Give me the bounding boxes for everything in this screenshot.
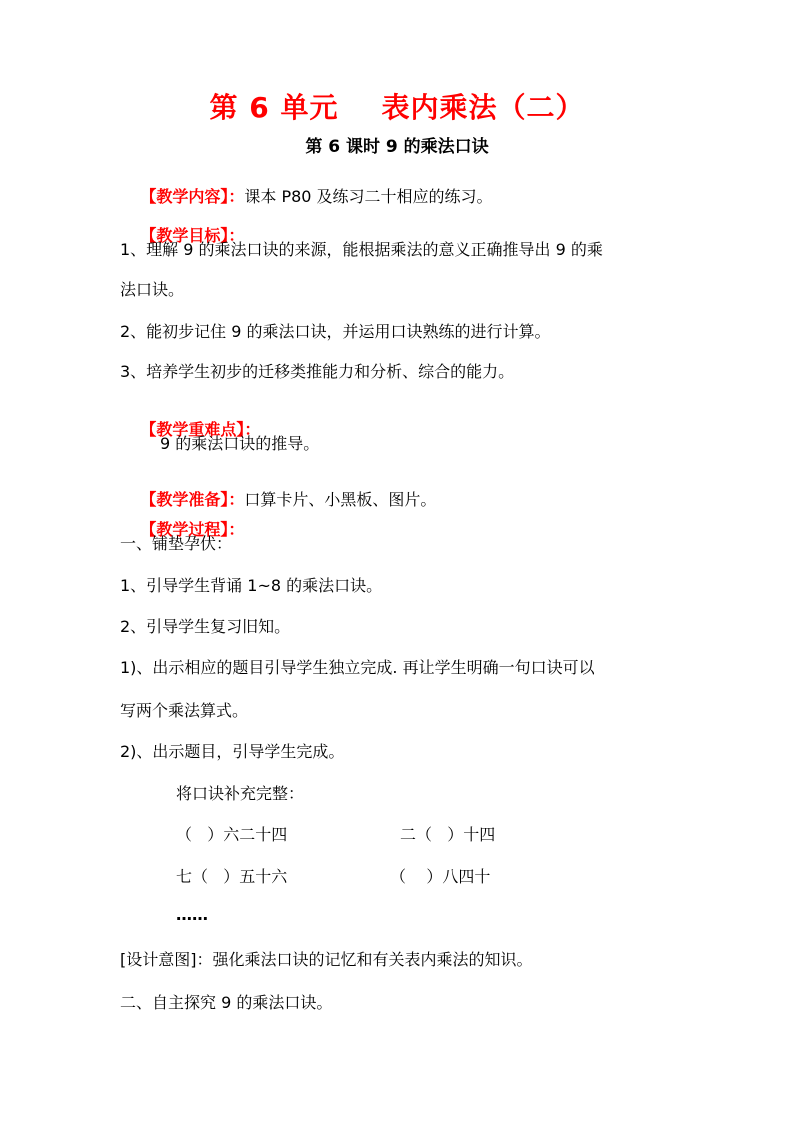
fill-item-4: （ ）八四十 [390,867,491,886]
process-step-1-1: 1、引导学生背诵 1~8 的乘法口诀。 [120,576,383,595]
fill-title: 将口诀补充完整： [176,784,305,803]
content-text: 课本 P80 及练习二十相应的练习。 [244,187,493,206]
prep-text: 口算卡片、小黑板、图片。 [244,490,437,509]
process-step-1-2-a-line1: 1)、出示相应的题目引导学生独立完成. 再让学生明确一句口诀可以 [120,658,595,677]
key-label: 【教学重难点】： [140,420,261,439]
process-step-1-2-b: 2)、出示题目，引导学生完成。 [120,742,345,761]
fill-item-2: 二（ ）十四 [400,825,496,844]
fill-item-1: （ ）六二十四 [176,825,288,844]
goal-1-line2: 法口诀。 [120,280,185,299]
fill-item-3: 七（ ）五十六 [176,867,288,886]
process-step-1-2: 2、引导学生复习旧知。 [120,617,291,636]
key-text: 9 的乘法口诀的推导。 [160,434,320,453]
goal-2: 2、能初步记住 9 的乘法口诀，并运用口诀熟练的进行计算。 [120,322,551,341]
process-label: 【教学过程】： [140,520,245,539]
lesson-subtitle: 第 6 课时 9 的乘法口诀 [305,137,489,157]
content-label: 【教学内容】： [140,187,245,206]
design-intent: [设计意图]：强化乘法口诀的记忆和有关表内乘法的知识。 [120,950,533,969]
unit-title: 第 6 单元 表内乘法（二） [209,91,585,124]
process-step-2: 二、自主探究 9 的乘法口诀。 [120,993,333,1012]
process-step-1: 一、铺垫孕伏： [120,534,233,553]
goals-label: 【教学目标】： [140,226,245,245]
prep-label: 【教学准备】： [140,490,245,509]
goal-1-line1: 1、理解 9 的乘法口诀的来源，能根据乘法的意义正确推导出 9 的乘 [120,240,603,259]
goal-3: 3、培养学生初步的迁移类推能力和分析、综合的能力。 [120,362,515,381]
process-step-1-2-a-line2: 写两个乘法算式。 [120,701,249,720]
ellipsis: …… [176,905,208,924]
